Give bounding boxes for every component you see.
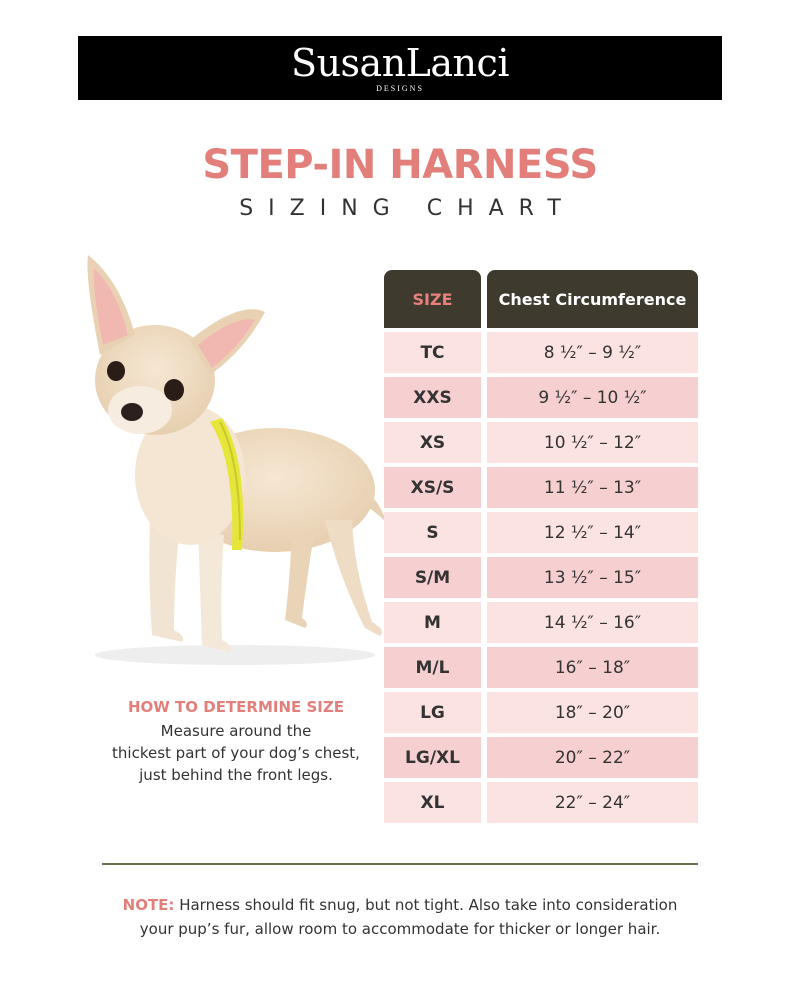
chest-cell: 9 ½″ – 10 ½″ <box>487 377 698 418</box>
table-row <box>384 647 698 688</box>
how-to-line: Measure around the <box>160 722 312 740</box>
size-cell: M/L <box>384 647 481 688</box>
size-cell: XXS <box>384 377 481 418</box>
how-to-section <box>96 698 376 786</box>
size-cell: M <box>384 602 481 643</box>
page-title: STEP-IN HARNESS <box>202 142 598 188</box>
chest-cell: 18″ – 20″ <box>487 692 698 733</box>
table-header <box>384 270 698 328</box>
sizing-table <box>384 270 698 827</box>
chest-cell: 14 ½″ – 16″ <box>487 602 698 643</box>
chihuahua-illustration <box>70 250 400 670</box>
table-row <box>384 782 698 823</box>
chest-cell: 13 ½″ – 15″ <box>487 557 698 598</box>
table-row <box>384 512 698 553</box>
size-cell: LG/XL <box>384 737 481 778</box>
chest-cell: 10 ½″ – 12″ <box>487 422 698 463</box>
brand-logo: SusanLanci <box>291 41 509 85</box>
chest-cell: 11 ½″ – 13″ <box>487 467 698 508</box>
table-row <box>384 737 698 778</box>
size-cell: S/M <box>384 557 481 598</box>
how-to-line: just behind the front legs. <box>139 766 333 784</box>
size-cell: XS <box>384 422 481 463</box>
note-line-2: your pup’s fur, allow room to accommodate for thicker or longer hair. <box>139 920 661 938</box>
table-row <box>384 422 698 463</box>
note-text: Harness should fit snug, but not tight. Also take into consideration <box>174 896 678 914</box>
how-to-body <box>96 720 376 786</box>
chest-cell: 8 ½″ – 9 ½″ <box>487 332 698 373</box>
size-cell: XL <box>384 782 481 823</box>
table-row <box>384 557 698 598</box>
header-chest: Chest Circumference <box>487 270 698 328</box>
table-row <box>384 377 698 418</box>
brand-sub: DESIGNS <box>376 84 424 93</box>
chest-cell: 22″ – 24″ <box>487 782 698 823</box>
note-section <box>80 893 720 941</box>
size-cell: S <box>384 512 481 553</box>
size-cell: XS/S <box>384 467 481 508</box>
how-to-line: thickest part of your dog’s chest, <box>112 744 360 762</box>
divider <box>102 863 698 865</box>
header-size: SIZE <box>384 270 481 328</box>
table-row <box>384 332 698 373</box>
table-row <box>384 692 698 733</box>
how-to-title: HOW TO DETERMINE SIZE <box>127 698 345 716</box>
chest-cell: 12 ½″ – 14″ <box>487 512 698 553</box>
note-line-1 <box>80 893 720 917</box>
page-subtitle: SIZING CHART <box>239 196 576 221</box>
chest-cell: 20″ – 22″ <box>487 737 698 778</box>
brand-header <box>78 36 722 100</box>
chest-cell: 16″ – 18″ <box>487 647 698 688</box>
size-cell: TC <box>384 332 481 373</box>
note-label: NOTE: <box>122 896 175 914</box>
size-cell: LG <box>384 692 481 733</box>
table-row <box>384 467 698 508</box>
table-row <box>384 602 698 643</box>
